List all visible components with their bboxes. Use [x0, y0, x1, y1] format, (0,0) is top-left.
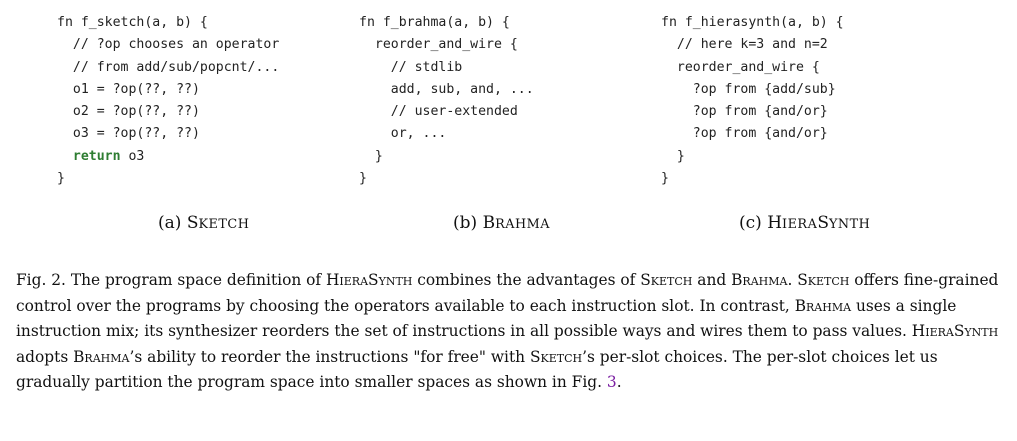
- panel-brahma: [359, 12, 534, 190]
- code-line: // from add/sub/popcnt/...: [57, 59, 280, 75]
- code-line: }: [57, 171, 65, 187]
- caption-brahma: (b) BRAHMA: [453, 213, 550, 233]
- panel-sketch: [57, 12, 279, 190]
- name-sketch: Sketch: [529, 347, 583, 366]
- code-block-brahma: [359, 12, 534, 190]
- name-brahma: Brahma: [73, 347, 130, 366]
- code-line: }: [359, 148, 383, 164]
- code-line: }: [661, 171, 669, 187]
- code-line: }: [661, 148, 685, 164]
- caption-hierasynth: (c) HIERASYNTH: [739, 213, 871, 233]
- code-line: ?op from {and/or}: [661, 104, 828, 120]
- code-line: // stdlib: [359, 59, 463, 75]
- code-line: fn f_brahma(a, b) {: [359, 15, 510, 30]
- return-value: o3: [120, 148, 145, 164]
- code-line: reorder_and_wire {: [359, 37, 518, 53]
- code-line: fn f_sketch(a, b) {: [57, 15, 208, 30]
- figure-caption: Fig. 2. The program space definition of HieraSynth combines the advantages of Sketch and Brahma. Sketch offers fine-grained control over the programs by choosing the operators available to each instruction slot. In contrast, Brahma uses a single instruction mix; its synthesizer reorders the set of instructions in all possible ways and wires them to pass values. HieraSynth adopts Brahma’s ability to reorder the instructions "for free" with Sketch’s per-slot choices. The per-slot choices let us gradually partition the program space into smaller spaces as shown in Fig. 3.: [16, 271, 999, 391]
- code-block-sketch: [57, 12, 279, 190]
- code-line: o3 = ?op(??, ??): [57, 126, 200, 142]
- code-line: fn f_hierasynth(a, b) {: [661, 15, 844, 30]
- code-line: ?op from {add/sub}: [661, 81, 836, 97]
- name-brahma: Brahma: [731, 271, 788, 289]
- figure-label: Fig. 2.: [16, 271, 66, 289]
- figure-reference-link[interactable]: 3: [606, 373, 617, 391]
- code-line: }: [359, 171, 367, 187]
- code-line: or, ...: [359, 126, 447, 142]
- code-line: o2 = ?op(??, ??): [57, 104, 200, 120]
- code-block-hierasynth: [661, 12, 844, 190]
- code-line: [57, 149, 73, 164]
- name-brahma: Brahma: [794, 296, 852, 315]
- return-keyword: return: [72, 148, 121, 164]
- name-sketch: Sketch: [640, 271, 693, 289]
- code-line: // ?op chooses an operator: [57, 37, 280, 53]
- code-line: o1 = ?op(??, ??): [57, 81, 200, 97]
- code-line: add, sub, and, ...: [359, 81, 534, 97]
- code-line: reorder_and_wire {: [661, 59, 820, 75]
- name-hierasynth: HieraSynth: [911, 322, 999, 340]
- code-line: ?op from {and/or}: [661, 126, 828, 142]
- name-sketch: Sketch: [797, 271, 850, 289]
- name-hierasynth: HieraSynth: [326, 271, 413, 289]
- code-line: // user-extended: [359, 104, 518, 120]
- code-line: // here k=3 and n=2: [661, 37, 828, 53]
- panel-hierasynth: [661, 12, 844, 190]
- caption-sketch: (a) SKETCH: [158, 213, 250, 233]
